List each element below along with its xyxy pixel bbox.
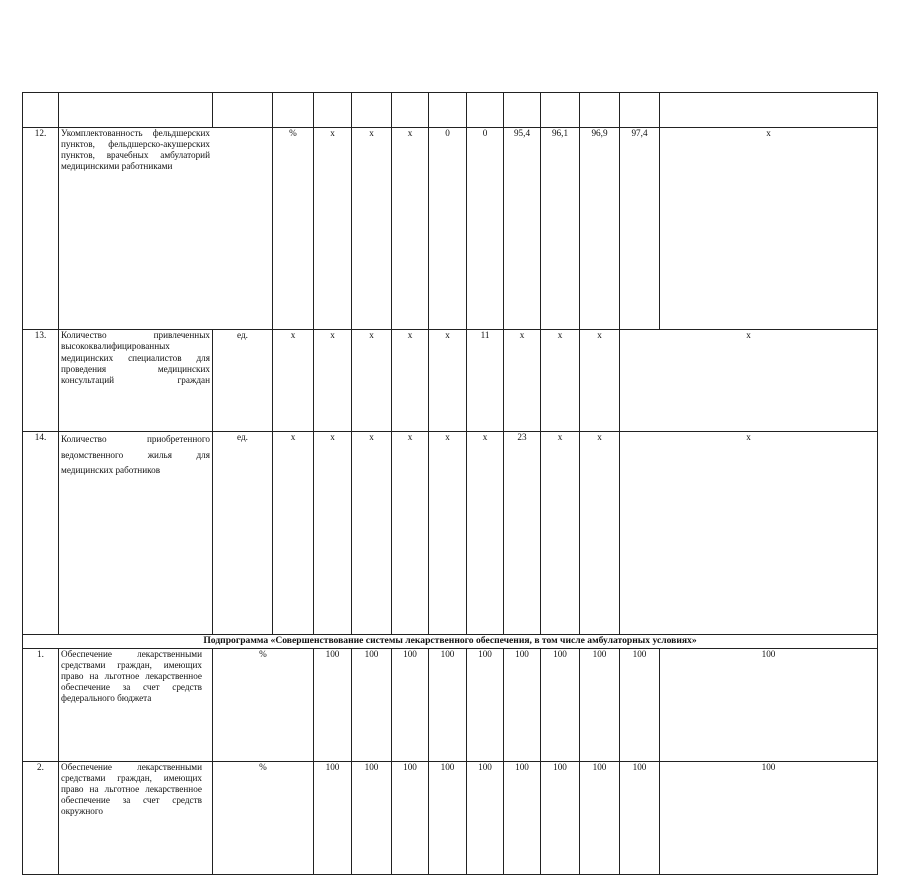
value-cell: 23 bbox=[504, 432, 541, 635]
value-cell: 0 bbox=[429, 127, 467, 330]
value-cell: х bbox=[580, 432, 620, 635]
unit-cell: % bbox=[213, 648, 314, 761]
unit-cell: ед. bbox=[213, 432, 273, 635]
value-cell: 100 bbox=[660, 761, 878, 874]
value-cell bbox=[392, 93, 429, 128]
table-row bbox=[23, 127, 878, 330]
table-row bbox=[23, 761, 878, 874]
indicator-name: Обеспечение лекарственными средствами граждан, имеющих право на льготное лекарственное обеспечение за счет средств федерального бюджета bbox=[59, 648, 213, 761]
value-cell: 11 bbox=[467, 330, 504, 432]
value-cell: 97,4 bbox=[620, 127, 660, 330]
value-cell: х bbox=[352, 127, 392, 330]
subprogram-title: Подпрограмма «Совершенствование системы лекарственного обеспечения, в том числе амбулаторных условиях» bbox=[23, 634, 878, 648]
value-cell: х bbox=[620, 330, 878, 432]
value-cell: 100 bbox=[314, 761, 352, 874]
table-row bbox=[23, 432, 878, 635]
row-num bbox=[23, 93, 59, 128]
value-cell bbox=[541, 93, 580, 128]
value-cell bbox=[314, 93, 352, 128]
value-cell: х bbox=[352, 432, 392, 635]
row-num: 13. bbox=[23, 330, 59, 432]
indicator-name: Количество привлеченных высококвалифицированных медицинских специалистов для проведения медицинских консультаций граждан bbox=[59, 330, 213, 432]
row-num: 14. bbox=[23, 432, 59, 635]
indicator-name: Обеспечение лекарственными средствами граждан, имеющих право на льготное лекарственное обеспечение за счет средств окружного bbox=[59, 761, 213, 874]
value-cell bbox=[580, 93, 620, 128]
value-cell: х bbox=[392, 432, 429, 635]
value-cell bbox=[273, 93, 314, 128]
value-cell: 100 bbox=[314, 648, 352, 761]
value-cell: 100 bbox=[541, 761, 580, 874]
value-cell: х bbox=[352, 330, 392, 432]
value-cell: х bbox=[660, 127, 878, 330]
subprogram-row bbox=[23, 634, 878, 648]
value-cell bbox=[504, 93, 541, 128]
value-cell: 100 bbox=[392, 761, 429, 874]
value-cell: х bbox=[392, 330, 429, 432]
value-cell: 100 bbox=[541, 648, 580, 761]
value-cell: 100 bbox=[580, 761, 620, 874]
value-cell: 100 bbox=[352, 761, 392, 874]
unit-cell: % bbox=[213, 761, 314, 874]
value-cell bbox=[620, 93, 660, 128]
value-cell: х bbox=[541, 330, 580, 432]
unit-cell: % bbox=[273, 127, 314, 330]
unit-cell: ед. bbox=[213, 330, 273, 432]
table-row bbox=[23, 648, 878, 761]
value-cell: 100 bbox=[620, 648, 660, 761]
value-cell: 100 bbox=[620, 761, 660, 874]
unit-cell bbox=[213, 93, 273, 128]
indicators-table bbox=[22, 92, 878, 875]
row-num: 12. bbox=[23, 127, 59, 330]
value-cell: х bbox=[429, 432, 467, 635]
value-cell: 100 bbox=[504, 761, 541, 874]
table-row bbox=[23, 93, 878, 128]
value-cell: х bbox=[273, 330, 314, 432]
value-cell: 96,1 bbox=[541, 127, 580, 330]
value-cell: 0 bbox=[467, 127, 504, 330]
value-cell: х bbox=[541, 432, 580, 635]
value-cell: х bbox=[273, 432, 314, 635]
value-cell: 100 bbox=[352, 648, 392, 761]
value-cell: х bbox=[314, 432, 352, 635]
value-cell: 96,9 bbox=[580, 127, 620, 330]
value-cell: х bbox=[392, 127, 429, 330]
indicator-name bbox=[59, 93, 213, 128]
value-cell: 100 bbox=[429, 761, 467, 874]
value-cell: х bbox=[429, 330, 467, 432]
value-cell bbox=[429, 93, 467, 128]
table-row bbox=[23, 330, 878, 432]
value-cell: х bbox=[467, 432, 504, 635]
value-cell bbox=[467, 93, 504, 128]
value-cell: х bbox=[580, 330, 620, 432]
value-cell: 100 bbox=[467, 648, 504, 761]
row-num: 2. bbox=[23, 761, 59, 874]
row-num: 1. bbox=[23, 648, 59, 761]
value-cell: 100 bbox=[660, 648, 878, 761]
value-cell: х bbox=[314, 127, 352, 330]
indicator-name: Укомплектованность фельдшерских пунктов, фельдшерско-акушерских пунктов, врачебных амбулаторий медицинскими работниками bbox=[59, 127, 273, 330]
value-cell: 100 bbox=[392, 648, 429, 761]
value-cell: 100 bbox=[504, 648, 541, 761]
indicator-name: Количество приобретенного ведомственного жилья для медицинских работников bbox=[59, 432, 213, 635]
value-cell: 100 bbox=[429, 648, 467, 761]
value-cell: 95,4 bbox=[504, 127, 541, 330]
value-cell: х bbox=[620, 432, 878, 635]
value-cell: 100 bbox=[580, 648, 620, 761]
value-cell bbox=[660, 93, 878, 128]
value-cell: х bbox=[504, 330, 541, 432]
value-cell: х bbox=[314, 330, 352, 432]
value-cell bbox=[352, 93, 392, 128]
value-cell: 100 bbox=[467, 761, 504, 874]
